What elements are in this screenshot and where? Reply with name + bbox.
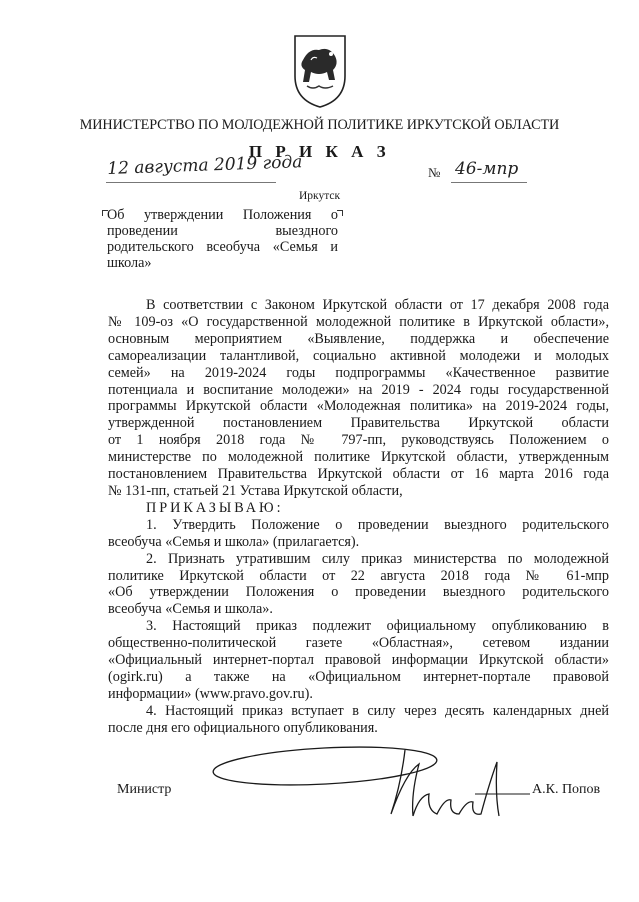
minister-position: Министр <box>117 782 172 797</box>
minister-name: А.К. Попов <box>532 782 601 797</box>
body-line: после дня его официального опубликования. <box>108 719 378 736</box>
body-line: постановлением Правительства Иркутской области от 16 марта 2016 года <box>108 466 609 483</box>
body-line: 4. Настоящий приказ вступает в силу через десять календарных дней <box>146 702 609 719</box>
body-line: всеобуча «Семья и школа». <box>108 601 273 618</box>
body-line: политике Иркутской области от 22 августа 2018 года № 61-мпр <box>108 567 609 584</box>
body-line: 3. Настоящий приказ подлежит официальному опубликованию в <box>146 618 609 635</box>
preamble-paragraph <box>108 297 609 500</box>
body-line: общественно-политической газете «Областная», сетевом издании <box>108 635 609 652</box>
item-1 <box>108 517 609 551</box>
body-line: утвержденной постановлением Правительства Иркутской области <box>108 415 609 432</box>
body-line: «Официальный интернет-портал правовой информации Иркутской области» <box>108 652 609 669</box>
number-underline <box>451 182 527 183</box>
signature-icon <box>205 744 535 834</box>
body-line: всеобуча «Семья и школа» (прилагается). <box>108 533 360 550</box>
item-2 <box>108 551 609 619</box>
document-title: П Р И К А З <box>248 142 391 161</box>
body-line: самореализации талантливой, социально активной молодежи и молодых <box>108 347 609 364</box>
body-line: В соответствии с Законом Иркутской области от 17 декабря 2008 года <box>146 297 609 313</box>
item-4 <box>108 703 609 737</box>
subject-line: школа» <box>107 255 152 271</box>
body-line: (ogirk.ru) а также на «Официальном интернет-портале правовой <box>108 668 609 685</box>
body-line: «Об утверждении Положения о проведении выездного родительского <box>108 584 609 601</box>
body-line: семей» на 2019-2024 годы подпрограммы «Качественное развитие <box>108 364 609 381</box>
subject-line: родительского всеобуча «Семья и <box>107 239 338 255</box>
date-underline <box>106 182 276 183</box>
city-name: Иркутск <box>299 190 341 202</box>
emblem-icon <box>289 30 351 110</box>
body-line: потенциала и воспитание молодежи» на 2019 - 2024 годы государственной <box>108 381 609 398</box>
body-line: от 1 ноября 2018 года № 797-пп, руководствуясь Положением о <box>108 432 609 449</box>
handwritten-date: 12 августа 2019 года <box>107 152 303 179</box>
body-line: № 131-пп, статьей 21 Устава Иркутской области, <box>108 482 403 499</box>
handwritten-number: 46-мпр <box>455 159 519 179</box>
body-line: информации» (www.pravo.gov.ru). <box>108 685 313 702</box>
body-line: № 109-оз «О государственной молодежной политике в Иркутской области», <box>108 313 609 330</box>
order-body <box>108 297 609 737</box>
body-line: 2. Признать утратившим силу приказ министерства по молодежной <box>146 550 609 567</box>
item-3 <box>108 618 609 703</box>
body-line: министерстве по молодежной политике Иркутской области, утвержденным <box>108 449 609 466</box>
subject-line: Об утверждении Положения о <box>107 207 338 223</box>
subject-block <box>107 207 338 271</box>
body-line: программы Иркутской области «Молодежная политика» на 2019-2024 годы, <box>108 398 609 415</box>
body-line: 1. Утвердить Положение о проведении выездного родительского <box>146 516 609 533</box>
number-label: № <box>428 165 441 180</box>
ministry-name: МИНИСТЕРСТВО ПО МОЛОДЕЖНОЙ ПОЛИТИКЕ ИРКУТСКОЙ ОБЛАСТИ <box>79 117 560 133</box>
order-word: ПРИКАЗЫВАЮ: <box>146 499 284 516</box>
body-line: основным мероприятием «Выявление, поддержка и обеспечение <box>108 330 609 347</box>
subject-line: проведении выездного <box>107 223 338 239</box>
